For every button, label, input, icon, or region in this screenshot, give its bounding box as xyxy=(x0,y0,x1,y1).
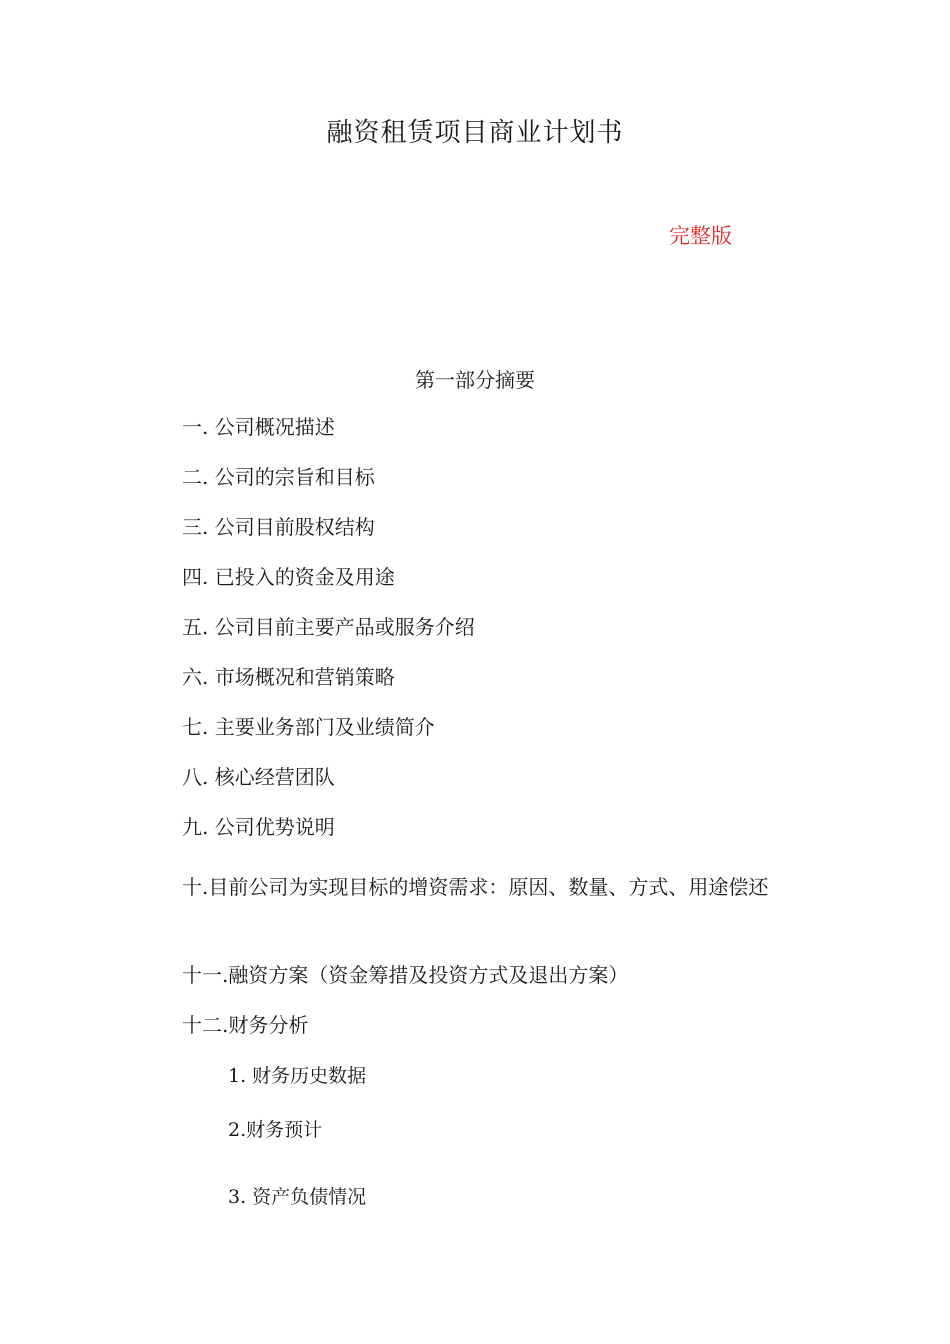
toc-item: 十二.财务分析 xyxy=(182,1013,309,1037)
section-heading: 第一部分摘要 xyxy=(415,368,535,392)
toc-item: 五. 公司目前主要产品或服务介绍 xyxy=(182,615,475,639)
sub-item: 3. 资产负债情况 xyxy=(228,1186,367,1208)
sub-item: 2.财务预计 xyxy=(228,1119,323,1141)
edition-label: 完整版 xyxy=(669,224,732,248)
toc-item: 三. 公司目前股权结构 xyxy=(182,515,375,539)
sub-item: 1. 财务历史数据 xyxy=(228,1065,367,1087)
toc-item: 四. 已投入的资金及用途 xyxy=(182,565,395,589)
toc-item-wrapped: 十.目前公司为实现目标的增资需求：原因、数量、方式、用途偿还 xyxy=(182,875,769,899)
toc-item: 九. 公司优势说明 xyxy=(182,815,335,839)
toc-item: 二. 公司的宗旨和目标 xyxy=(182,465,375,489)
toc-item: 七. 主要业务部门及业绩简介 xyxy=(182,715,435,739)
document-title: 融资租赁项目商业计划书 xyxy=(326,118,624,148)
toc-item: 十一.融资方案（资金筹措及投资方式及退出方案） xyxy=(182,963,629,987)
toc-item: 八. 核心经营团队 xyxy=(182,765,335,789)
toc-item: 六. 市场概况和营销策略 xyxy=(182,665,395,689)
toc-item: 一. 公司概况描述 xyxy=(182,415,335,439)
